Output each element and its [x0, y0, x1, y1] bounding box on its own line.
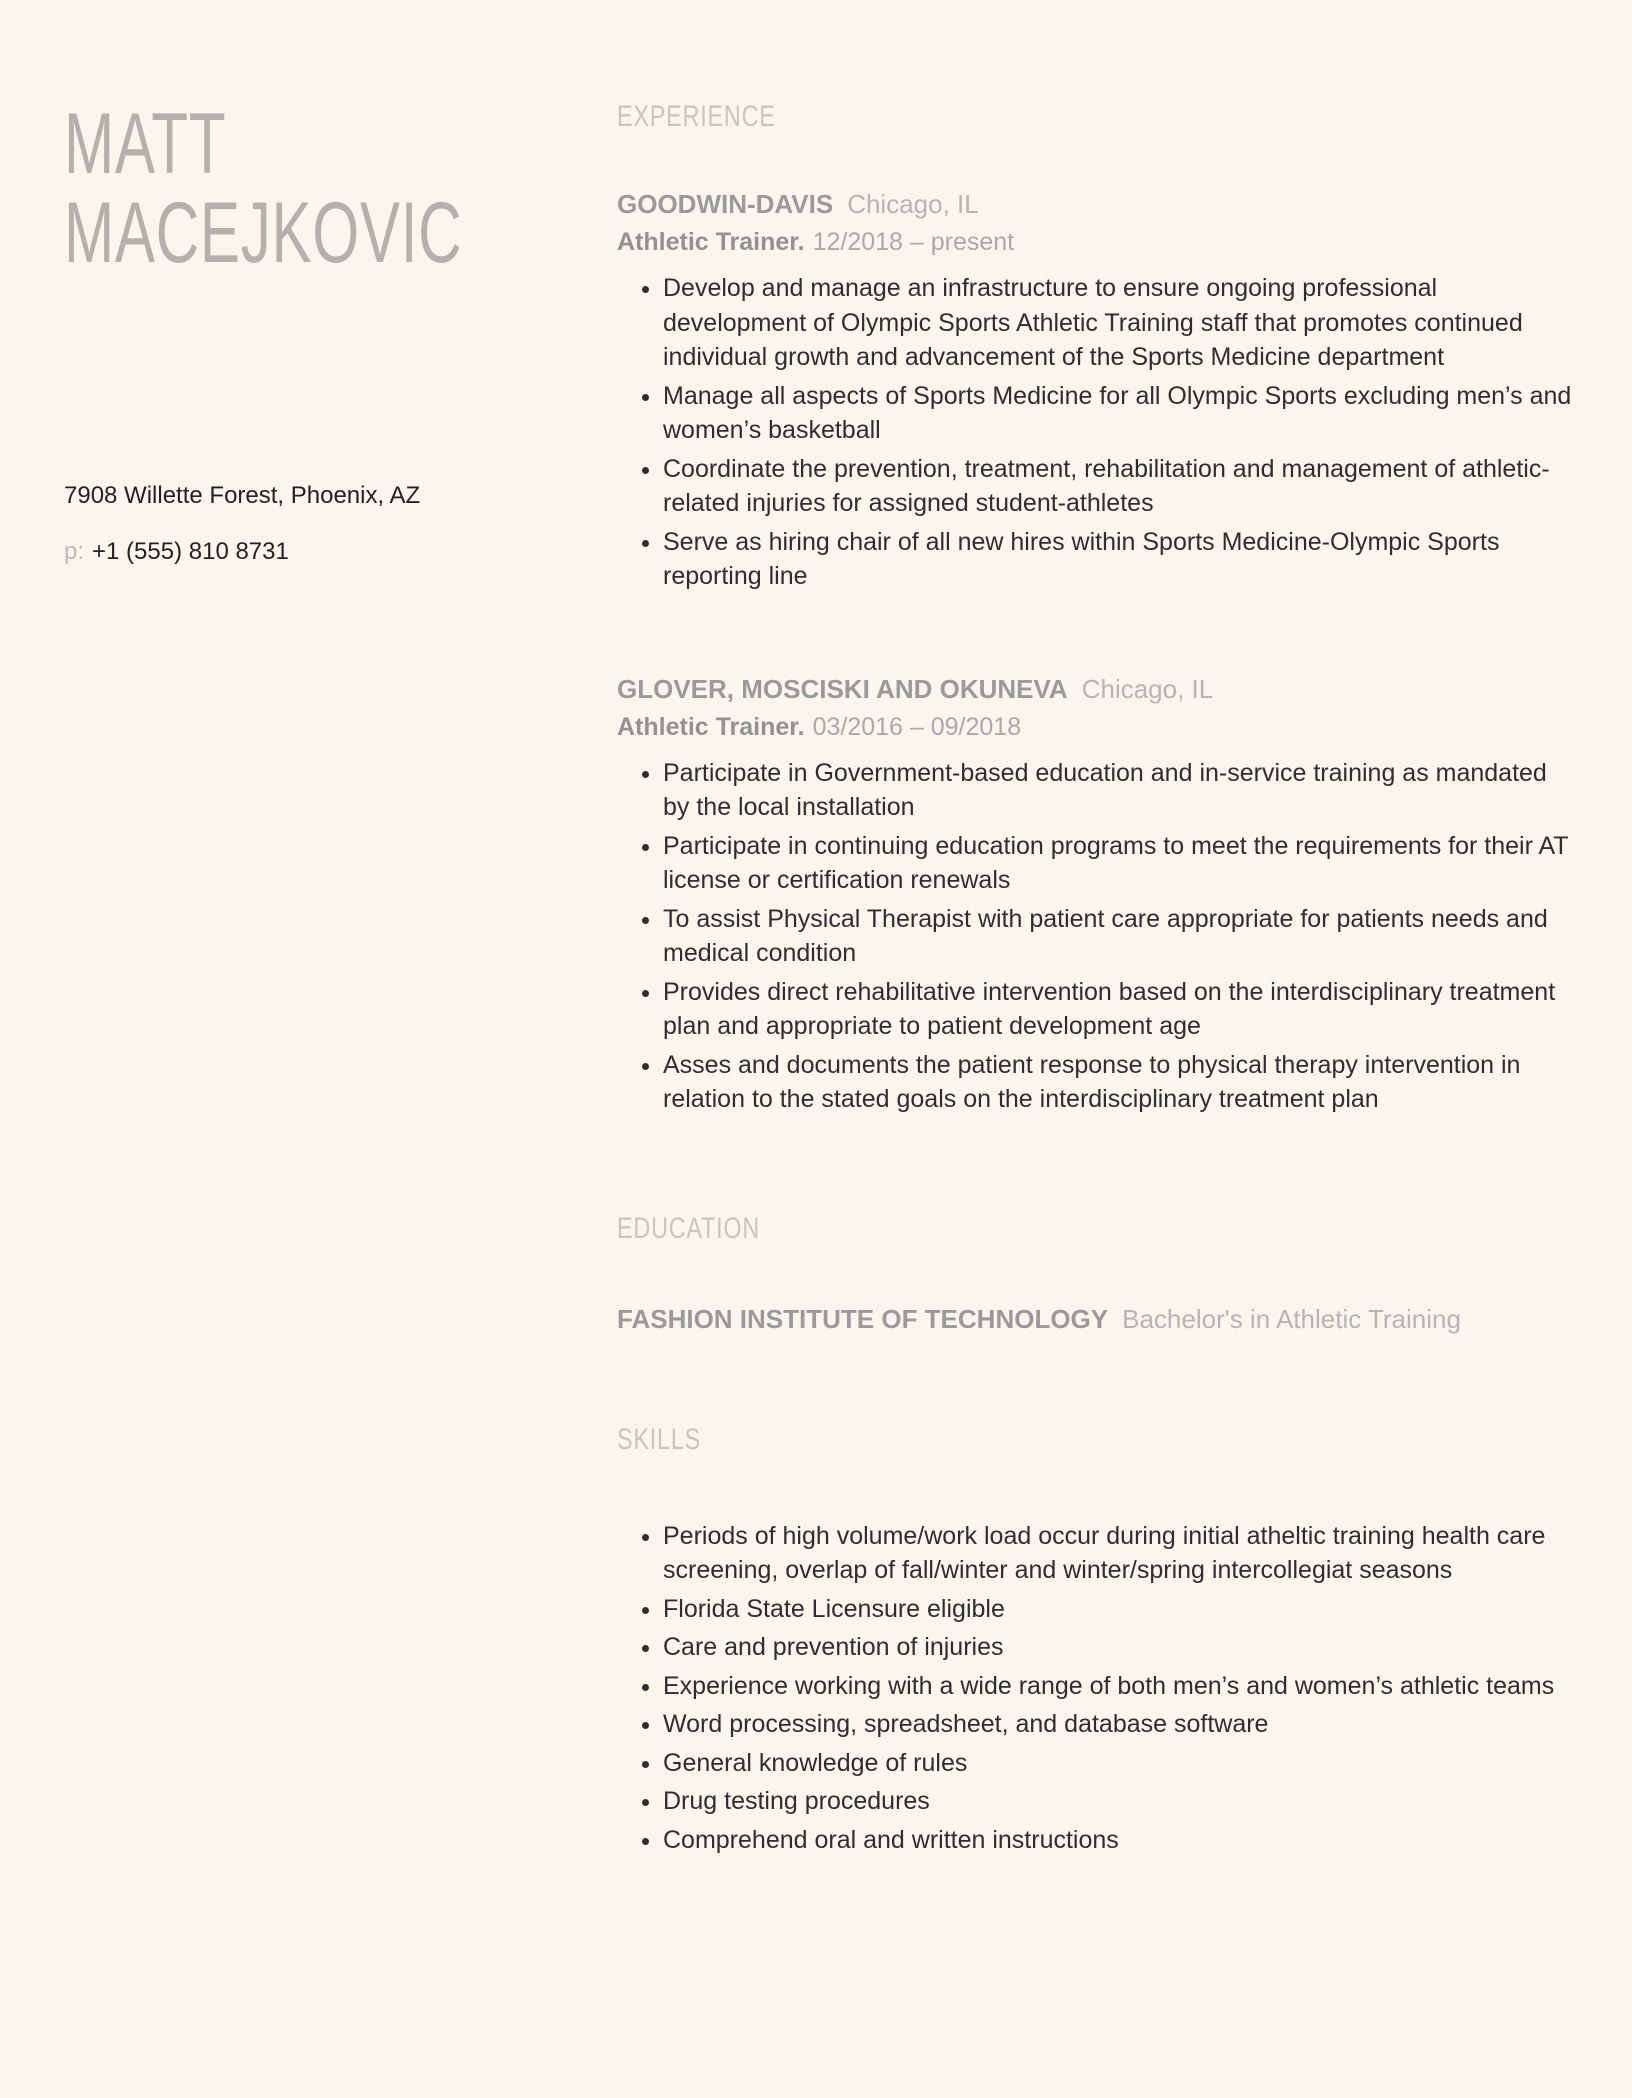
company-name: GOODWIN-DAVIS — [617, 189, 834, 219]
job-bullet: • Coordinate the prevention, treatment, rehabilitation and management of athletic-related injuries for assigned student-athletes — [663, 452, 1577, 521]
skill-item: • Experience working with a wide range of both men’s and women’s athletic teams — [663, 1669, 1577, 1704]
degree-name: Bachelor's in Athletic Training — [1122, 1303, 1461, 1334]
job-location: Chicago, IL — [847, 189, 979, 219]
phone-number: +1 (555) 810 8731 — [92, 538, 289, 566]
phone-label: p: — [64, 538, 85, 566]
first-name: MATT — [64, 96, 227, 192]
skill-item: • General knowledge of rules — [663, 1746, 1577, 1781]
education-section — [617, 1212, 1577, 1335]
last-name: MACEJKOVIC — [64, 184, 463, 281]
job-bullet: • To assist Physical Therapist with patient care appropriate for patients needs and medical condition — [663, 902, 1577, 971]
skill-item: • Word processing, spreadsheet, and database software — [663, 1707, 1577, 1742]
job-subheader — [617, 228, 1577, 257]
education-title: EDUCATION — [617, 1211, 761, 1245]
skills-title: SKILLS — [617, 1422, 702, 1456]
person-name — [64, 96, 463, 281]
experience-title: EXPERIENCE — [617, 100, 776, 133]
job-role: Athletic Trainer. — [617, 712, 805, 741]
contact-block — [64, 482, 617, 566]
job-entry — [617, 674, 1577, 1117]
skill-item: • Drug testing procedures — [663, 1784, 1577, 1819]
skills-section — [617, 1423, 1577, 1858]
skills-list — [617, 1519, 1577, 1858]
job-bullet: • Provides direct rehabilitative intervention based on the interdisciplinary treatment plan and appropriate to patient development age — [663, 975, 1577, 1044]
job-role: Athletic Trainer. — [617, 228, 805, 256]
job-location: Chicago, IL — [1081, 673, 1214, 704]
skill-item: • Periods of high volume/work load occur during initial atheltic training health care screening, overlap of fall/winter and winter/spring intercollegiat seasons — [663, 1519, 1577, 1588]
phone-line — [64, 538, 617, 566]
job-dates: 03/2016 – 09/2018 — [812, 712, 1022, 741]
job-bullet: • Participate in continuing education programs to meet the requirements for their AT license or certification renewals — [663, 829, 1577, 898]
job-header — [617, 674, 1577, 705]
job-dates: 12/2018 – present — [812, 228, 1015, 256]
job-header — [617, 189, 1577, 220]
job-bullet: • Develop and manage an infrastructure to ensure ongoing professional development of Olympic Sports Athletic Training staff that promotes continued individual growth and advancement of the Sports Medicine department — [663, 271, 1577, 375]
school-name: FASHION INSTITUTE OF TECHNOLOGY — [617, 1303, 1109, 1334]
job-entry — [617, 189, 1577, 594]
experience-section — [617, 100, 1577, 1117]
skill-item: • Comprehend oral and written instructions — [663, 1823, 1577, 1858]
job-bullet: • Participate in Government-based education and in-service training as mandated by the local installation — [663, 756, 1577, 825]
right-column — [617, 100, 1577, 2038]
address: 7908 Willette Forest, Phoenix, AZ — [64, 482, 421, 510]
education-entry — [617, 1304, 1577, 1335]
left-column — [64, 96, 617, 2038]
job-bullet: • Serve as hiring chair of all new hires within Sports Medicine-Olympic Sports reporting line — [663, 525, 1577, 594]
company-name: GLOVER, MOSCISKI AND OKUNEVA — [617, 673, 1068, 704]
job-bullet-list — [617, 756, 1577, 1117]
skill-item: • Florida State Licensure eligible — [663, 1592, 1577, 1627]
job-bullet: • Asses and documents the patient response to physical therapy intervention in relation to the stated goals on the interdisciplinary treatment plan — [663, 1048, 1577, 1117]
job-bullet-list — [617, 271, 1577, 594]
job-bullet: • Manage all aspects of Sports Medicine for all Olympic Sports excluding men’s and women’s basketball — [663, 379, 1577, 448]
skill-item: • Care and prevention of injuries — [663, 1630, 1577, 1665]
job-subheader — [617, 713, 1577, 742]
